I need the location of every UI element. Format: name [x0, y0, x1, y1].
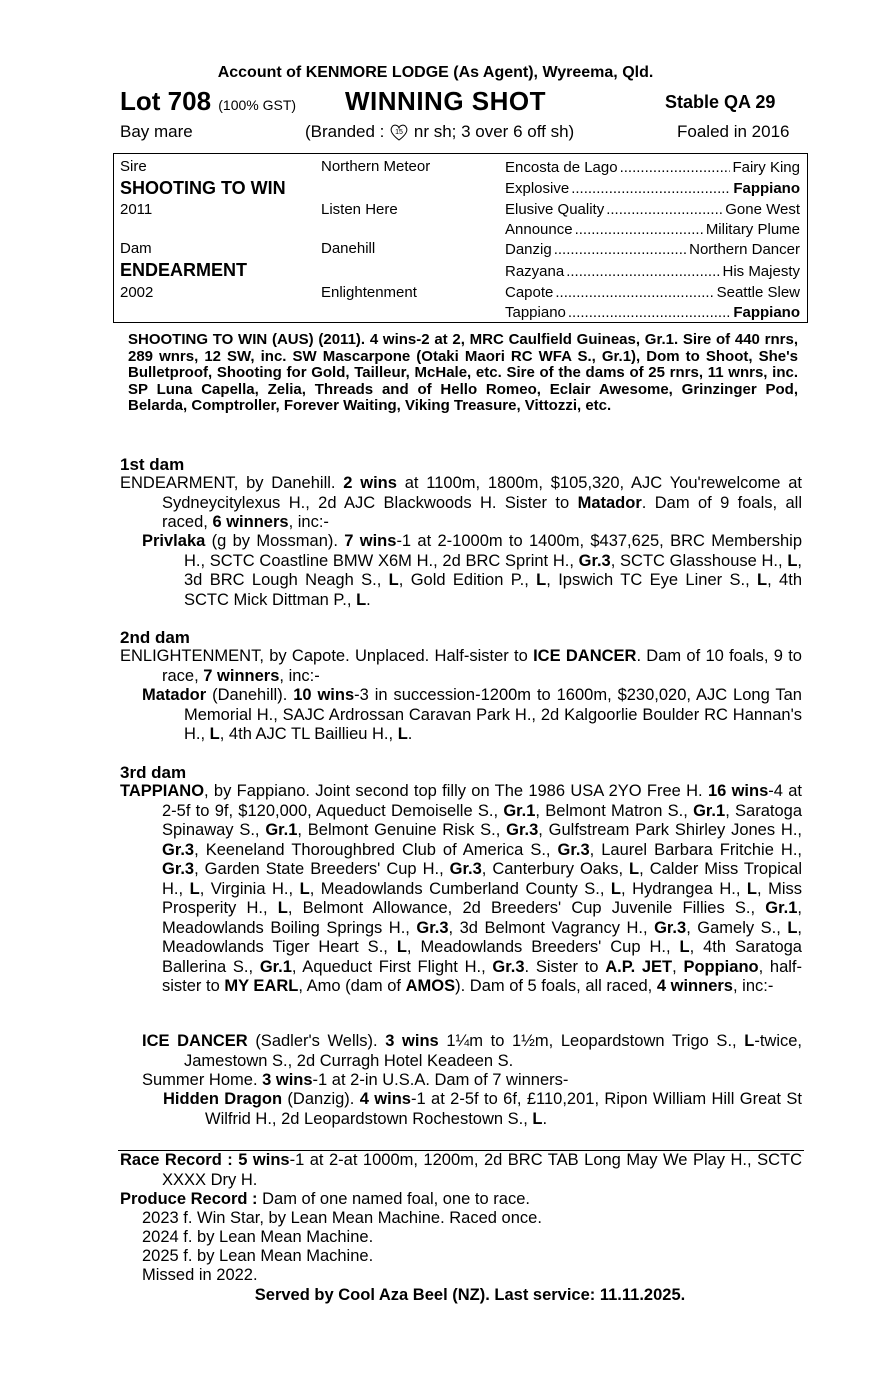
second-dam-heading: 2nd dam	[120, 628, 190, 647]
horse-name: WINNING SHOT	[345, 86, 546, 116]
pedigree-line: Danzig ..... Northern Dancer	[505, 241, 800, 258]
dam-label: Dam	[120, 240, 152, 257]
produce-line: Missed in 2022.	[142, 1266, 258, 1284]
pedigree-line: Capote ..... Seattle Slew	[505, 284, 800, 301]
pedigree-line: Tappiano ..... Fappiano	[505, 304, 800, 321]
second-dam-progeny: Matador (Danehill). 10 wins-3 in succession-1200m to 1600m, $230,020, AJC Long Tan Memorial H., SAJC Ardrossan Caravan Park H., 2d Kalgoorlie Boulder RC Hannan's H., L, 4th AJC TL Baillieu H., L.	[142, 686, 802, 743]
pedigree-line: Announce ..... Military Plume	[505, 221, 800, 238]
produce-record: Produce Record : Dam of one named foal, one to race.	[120, 1190, 530, 1208]
ice-dancer-entry: ICE DANCER (Sadler's Wells). 3 wins 1¼m to 1½m, Leopardstown Trigo S., L-twice, Jamestown S., 2d Curragh Hotel Keadeen S.	[142, 1032, 802, 1070]
lot-number: Lot 708 (100% GST)	[120, 86, 297, 116]
dam-sire: Danehill	[321, 240, 376, 257]
produce-line: 2023 f. Win Star, by Lean Mean Machine. Raced once.	[142, 1209, 542, 1227]
stable-number: Stable QA 29	[665, 92, 776, 112]
served-by: Served by Cool Aza Beel (NZ). Last service: 11.11.2025.	[254, 1286, 686, 1304]
dam-name: ENDEARMENT	[120, 260, 248, 280]
heart-15-brand-icon	[389, 123, 409, 141]
first-dam-heading: 1st dam	[120, 455, 185, 474]
sire-summary: SHOOTING TO WIN (AUS) (2011). 4 wins-2 at 2, MRC Caulfield Guineas, Gr.1. Sire of 440 rnrs, 289 wnrs, 12 SW, inc. SW Mascarpone (Otaki Maori RC WFA S., Gr.1), Dom to Shoot, She's Bulletproof, Shooting for Gold, Tailleur, McHale, etc. Sire of the dams of 25 rnrs, 11 wnrs, inc. SP Luna Capella, Zelia, Threads and of Hello Romeo, Eclair Awesome, Grinzinger Pod, Belarda, Comptroller, Forever Waiting, Viking Treasure, Vittozzi, etc.	[128, 331, 798, 414]
race-record: Race Record : 5 wins-1 at 2-at 1000m, 1200m, 2d BRC TAB Long May We Play H., SCTC XXXX Dry H.	[120, 1151, 803, 1189]
first-dam-progeny: Privlaka (g by Mossman). 7 wins-1 at 2-1000m to 1400m, $437,625, BRC Membership H., SCTC Coastline BMW X6M H., 2d BRC Sprint H., Gr.3, SCTC Glasshouse H., L, 3d BRC Lough Neagh S., L, Gold Edition P., L, Ipswich TC Eye Liner S., L, 4th SCTC Mick Dittman P., L.	[142, 532, 802, 609]
produce-line: 2024 f. by Lean Mean Machine.	[142, 1228, 374, 1246]
horse-sex: Bay mare	[120, 122, 193, 141]
pedigree-line: Razyana ..... His Majesty	[505, 263, 800, 280]
summer-home-entry: Summer Home. 3 wins-1 at 2-in U.S.A. Dam of 7 winners-	[142, 1071, 569, 1089]
first-dam-text: ENDEARMENT, by Danehill. 2 wins at 1100m, 1800m, $105,320, AJC You'rewelcome at Sydneycitylexus H., 2d AJC Blackwoods H. Sister to Matador. Dam of 9 foals, all raced, 6 winners, inc:-	[120, 474, 803, 531]
gst-note: (100% GST)	[218, 97, 297, 113]
second-dam-text: ENLIGHTENMENT, by Capote. Unplaced. Half-sister to ICE DANCER. Dam of 10 foals, 9 to race, 7 winners, inc:-	[120, 647, 802, 685]
hidden-dragon-entry: Hidden Dragon (Danzig). 4 wins-1 at 2-5f to 6f, £110,201, Ripon William Hill Great St Wilfrid H., 2d Leopardstown Rochestown S., L.	[163, 1090, 802, 1128]
brand-description: (Branded : 15 nr sh; 3 over 6 off sh)	[305, 122, 575, 141]
third-dam-heading: 3rd dam	[120, 763, 187, 782]
sire-label: Sire	[120, 158, 147, 175]
dam-dam: Enlightenment	[321, 284, 417, 301]
foaled-year: Foaled in 2016	[677, 122, 790, 141]
sire-sire: Northern Meteor	[321, 158, 431, 175]
brand-mark: 15	[395, 129, 404, 136]
dam-year: 2002	[120, 284, 154, 301]
sire-name: SHOOTING TO WIN	[120, 178, 286, 198]
sire-dam: Listen Here	[321, 201, 398, 218]
vendor-account: Account of KENMORE LODGE (As Agent), Wyreema, Qld.	[217, 64, 654, 81]
third-dam-text: TAPPIANO, by Fappiano. Joint second top filly on The 1986 USA 2YO Free H. 16 wins-4 at 2-5f to 9f, $120,000, Aqueduct Demoiselle S., Gr.1, Belmont Matron S., Gr.1, Saratoga Spinaway S., Gr.1, Belmont Genuine Risk S., Gr.3, Gulfstream Park Shirley Jones H., Gr.3, Keeneland Thoroughbred Club of America S., Gr.3, Laurel Barbara Fritchie H., Gr.3, Garden State Breeders' Cup H., Gr.3, Canterbury Oaks, L, Calder Miss Tropical H., L, Virginia H., L, Meadowlands Cumberland County S., L, Hydrangea H., L, Miss Prosperity H., L, Belmont Allowance, 2d Breeders' Cup Juvenile Fillies S., Gr.1, Meadowlands Boiling Springs H., Gr.3, 3d Belmont Vagrancy H., Gr.3, Gamely S., L, Meadowlands Tiger Heart S., L, Meadowlands Breeders' Cup H., L, 4th Saratoga Ballerina S., Gr.1, Aqueduct First Flight H., Gr.3. Sister to A.P. JET, Poppiano, half-sister to MY EARL, Amo (dam of AMOS). Dam of 5 foals, all raced, 4 winners, inc:-	[120, 782, 803, 995]
produce-line: 2025 f. by Lean Mean Machine.	[142, 1247, 374, 1265]
pedigree-line: Explosive ..... Fappiano	[505, 180, 800, 197]
pedigree-line: Encosta de Lago ..... Fairy King	[505, 159, 800, 176]
pedigree-line: Elusive Quality ..... Gone West	[505, 201, 800, 218]
sire-year: 2011	[120, 201, 153, 218]
